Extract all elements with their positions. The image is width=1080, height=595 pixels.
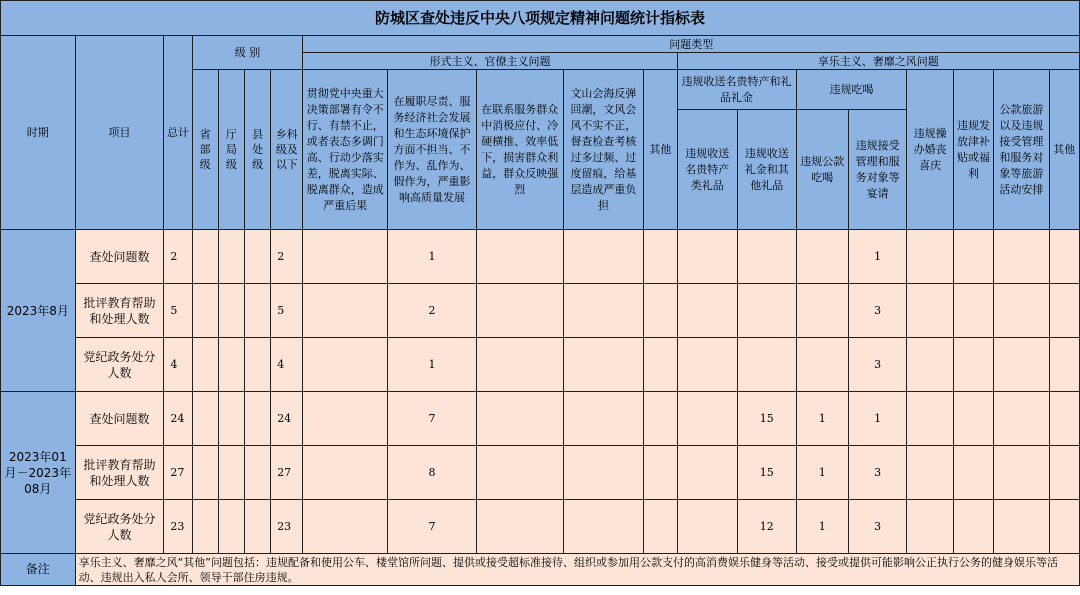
cell-level-bureau	[218, 392, 244, 446]
row-public-dining	[796, 284, 848, 338]
cell-gifts-specialty	[677, 446, 738, 500]
header-travel: 公款旅游以及违规接受管理和服务对象等旅游活动安排	[994, 70, 1049, 230]
header-formalism-duty: 在履职尽责、服务经济社会发展和生态环境保护方面不担当、不作为、乱作为、假作为，严重影响高质量发展	[388, 70, 477, 230]
header-accept-banquet: 违规接受管理和服务对象等宴请	[848, 110, 906, 230]
header-gifts-specialty: 违规收送名贵特产类礼品	[677, 110, 738, 230]
row-gifts-cash	[738, 230, 796, 284]
header-formalism-other: 其他	[644, 70, 677, 230]
cell-formalism-service	[476, 392, 563, 446]
row-perform-duty: 1	[388, 338, 477, 392]
cell-formalism-decisions	[303, 500, 388, 554]
header-formalism-meetings: 文山会海反弹回潮，文风会风不实不正，督查检查考核过多过频、过度留痕，给基层造成严重负担	[563, 70, 644, 230]
cell-gifts-specialty	[677, 500, 738, 554]
cell-subsidies	[953, 230, 993, 284]
cell-travel	[994, 284, 1049, 338]
row-gifts-cash: 15	[738, 392, 796, 446]
row-gifts-cash	[738, 338, 796, 392]
row-public-dining	[796, 338, 848, 392]
cell-level-province	[192, 392, 218, 446]
cell-level-county	[244, 500, 270, 554]
row-accept-banquet: 1	[848, 230, 906, 284]
cell-subsidies	[953, 392, 993, 446]
header-gifts-group: 违规收送名贵特产和礼品礼金	[677, 70, 796, 110]
row-item-label: 党纪政务处分人数	[75, 500, 164, 554]
header-problem-type: 问题类型	[303, 36, 1080, 53]
cell-level-bureau	[218, 338, 244, 392]
row-accept-banquet: 3	[848, 446, 906, 500]
header-period: 时期	[1, 36, 76, 230]
cell-level-province	[192, 338, 218, 392]
cell-weddings	[907, 284, 953, 338]
row-gifts-cash	[738, 284, 796, 338]
header-level-bureau: 厅局级	[218, 70, 244, 230]
cell-formalism-other	[644, 500, 677, 554]
row-item-label: 批评教育帮助和处理人数	[75, 284, 164, 338]
row-item-label: 查处问题数	[75, 230, 164, 284]
header-gifts-cash: 违规收送礼金和其他礼品	[738, 110, 796, 230]
cell-gifts-specialty	[677, 392, 738, 446]
row-public-dining: 1	[796, 500, 848, 554]
cell-formalism-decisions	[303, 230, 388, 284]
cell-hedonism-other	[1049, 284, 1079, 338]
header-formalism: 形式主义、官僚主义问题	[303, 53, 677, 70]
row-perform-duty: 8	[388, 446, 477, 500]
cell-formalism-decisions	[303, 446, 388, 500]
row-accept-banquet: 3	[848, 284, 906, 338]
cell-formalism-service	[476, 500, 563, 554]
header-public-dining: 违规公款吃喝	[796, 110, 848, 230]
row-total: 23	[164, 500, 192, 554]
cell-formalism-service	[476, 230, 563, 284]
cell-level-province	[192, 230, 218, 284]
cell-formalism-meetings	[563, 392, 644, 446]
header-level: 级 别	[192, 36, 303, 70]
cell-formalism-decisions	[303, 338, 388, 392]
row-accept-banquet: 1	[848, 392, 906, 446]
cell-hedonism-other	[1049, 338, 1079, 392]
header-hedonism: 享乐主义、奢靡之风问题	[677, 53, 1079, 70]
row-gifts-cash: 12	[738, 500, 796, 554]
header-formalism-service: 在联系服务群众中消极应付、冷硬横推、效率低下，损害群众利益，群众反映强烈	[476, 70, 563, 230]
row-accept-banquet: 3	[848, 338, 906, 392]
header-formalism-decisions: 贯彻党中央重大决策部署有令不行、有禁不止，或者表态多调门高、行动少落实差，脱离实际、脱离群众，造成严重后果	[303, 70, 388, 230]
row-item-label: 查处问题数	[75, 392, 164, 446]
row-total: 24	[164, 392, 192, 446]
cell-gifts-specialty	[677, 338, 738, 392]
cell-gifts-specialty	[677, 230, 738, 284]
header-total: 总计	[164, 36, 192, 230]
row-item-label: 党纪政务处分人数	[75, 338, 164, 392]
note-label: 备注	[1, 554, 76, 586]
row-accept-banquet: 3	[848, 500, 906, 554]
cell-formalism-other	[644, 338, 677, 392]
cell-level-bureau	[218, 284, 244, 338]
row-perform-duty: 7	[388, 392, 477, 446]
header-level-county: 县处级	[244, 70, 270, 230]
period-label: 2023年01月－2023年08月	[1, 392, 76, 554]
header-weddings: 违规操办婚丧喜庆	[907, 70, 953, 230]
cell-hedonism-other	[1049, 500, 1079, 554]
row-item-label: 批评教育帮助和处理人数	[75, 446, 164, 500]
cell-travel	[994, 392, 1049, 446]
cell-subsidies	[953, 338, 993, 392]
cell-weddings	[907, 500, 953, 554]
cell-gifts-specialty	[677, 284, 738, 338]
cell-travel	[994, 338, 1049, 392]
header-item: 项目	[75, 36, 164, 230]
cell-formalism-meetings	[563, 338, 644, 392]
row-total: 27	[164, 446, 192, 500]
cell-level-province	[192, 446, 218, 500]
cell-formalism-decisions	[303, 284, 388, 338]
cell-travel	[994, 446, 1049, 500]
row-public-dining	[796, 230, 848, 284]
row-perform-duty: 7	[388, 500, 477, 554]
cell-weddings	[907, 392, 953, 446]
cell-subsidies	[953, 446, 993, 500]
cell-formalism-meetings	[563, 284, 644, 338]
row-level-township: 27	[271, 446, 303, 500]
cell-weddings	[907, 230, 953, 284]
note-text: 享乐主义、奢靡之风“其他”问题包括：违规配备和使用公车、楼堂馆所问题、提供或接受超标准接待、组织或参加用公款支付的高消费娱乐健身等活动、接受或提供可能影响公正执行公务的健身娱乐等活动、违规出入私人会所、领导干部住房违规。	[75, 554, 1079, 586]
cell-level-county	[244, 230, 270, 284]
row-level-township: 4	[271, 338, 303, 392]
header-hedonism-other: 其他	[1049, 70, 1079, 230]
header-subsidies: 违规发放津补贴或福利	[953, 70, 993, 230]
cell-formalism-other	[644, 284, 677, 338]
period-label: 2023年8月	[1, 230, 76, 392]
cell-level-bureau	[218, 230, 244, 284]
row-public-dining: 1	[796, 392, 848, 446]
cell-formalism-meetings	[563, 446, 644, 500]
cell-subsidies	[953, 284, 993, 338]
cell-formalism-other	[644, 392, 677, 446]
row-level-township: 24	[271, 392, 303, 446]
row-level-township: 2	[271, 230, 303, 284]
cell-travel	[994, 230, 1049, 284]
header-level-province: 省部级	[192, 70, 218, 230]
row-gifts-cash: 15	[738, 446, 796, 500]
cell-formalism-service	[476, 338, 563, 392]
cell-level-bureau	[218, 446, 244, 500]
row-total: 2	[164, 230, 192, 284]
cell-weddings	[907, 446, 953, 500]
cell-level-county	[244, 284, 270, 338]
row-public-dining: 1	[796, 446, 848, 500]
row-level-township: 5	[271, 284, 303, 338]
cell-level-province	[192, 284, 218, 338]
cell-formalism-decisions	[303, 392, 388, 446]
row-total: 5	[164, 284, 192, 338]
cell-travel	[994, 500, 1049, 554]
cell-formalism-other	[644, 230, 677, 284]
cell-hedonism-other	[1049, 230, 1079, 284]
cell-hedonism-other	[1049, 446, 1079, 500]
cell-level-county	[244, 338, 270, 392]
cell-subsidies	[953, 500, 993, 554]
cell-hedonism-other	[1049, 392, 1079, 446]
header-dining-group: 违规吃喝	[796, 70, 907, 110]
header-level-township: 乡科级及以下	[271, 70, 303, 230]
cell-level-bureau	[218, 500, 244, 554]
table-title: 防城区查处违反中央八项规定精神问题统计指标表	[1, 1, 1080, 36]
cell-formalism-meetings	[563, 500, 644, 554]
cell-formalism-other	[644, 446, 677, 500]
row-level-township: 23	[271, 500, 303, 554]
row-perform-duty: 2	[388, 284, 477, 338]
cell-formalism-meetings	[563, 230, 644, 284]
cell-level-county	[244, 392, 270, 446]
row-perform-duty: 1	[388, 230, 477, 284]
row-total: 4	[164, 338, 192, 392]
cell-level-county	[244, 446, 270, 500]
cell-weddings	[907, 338, 953, 392]
cell-formalism-service	[476, 284, 563, 338]
cell-level-province	[192, 500, 218, 554]
cell-formalism-service	[476, 446, 563, 500]
